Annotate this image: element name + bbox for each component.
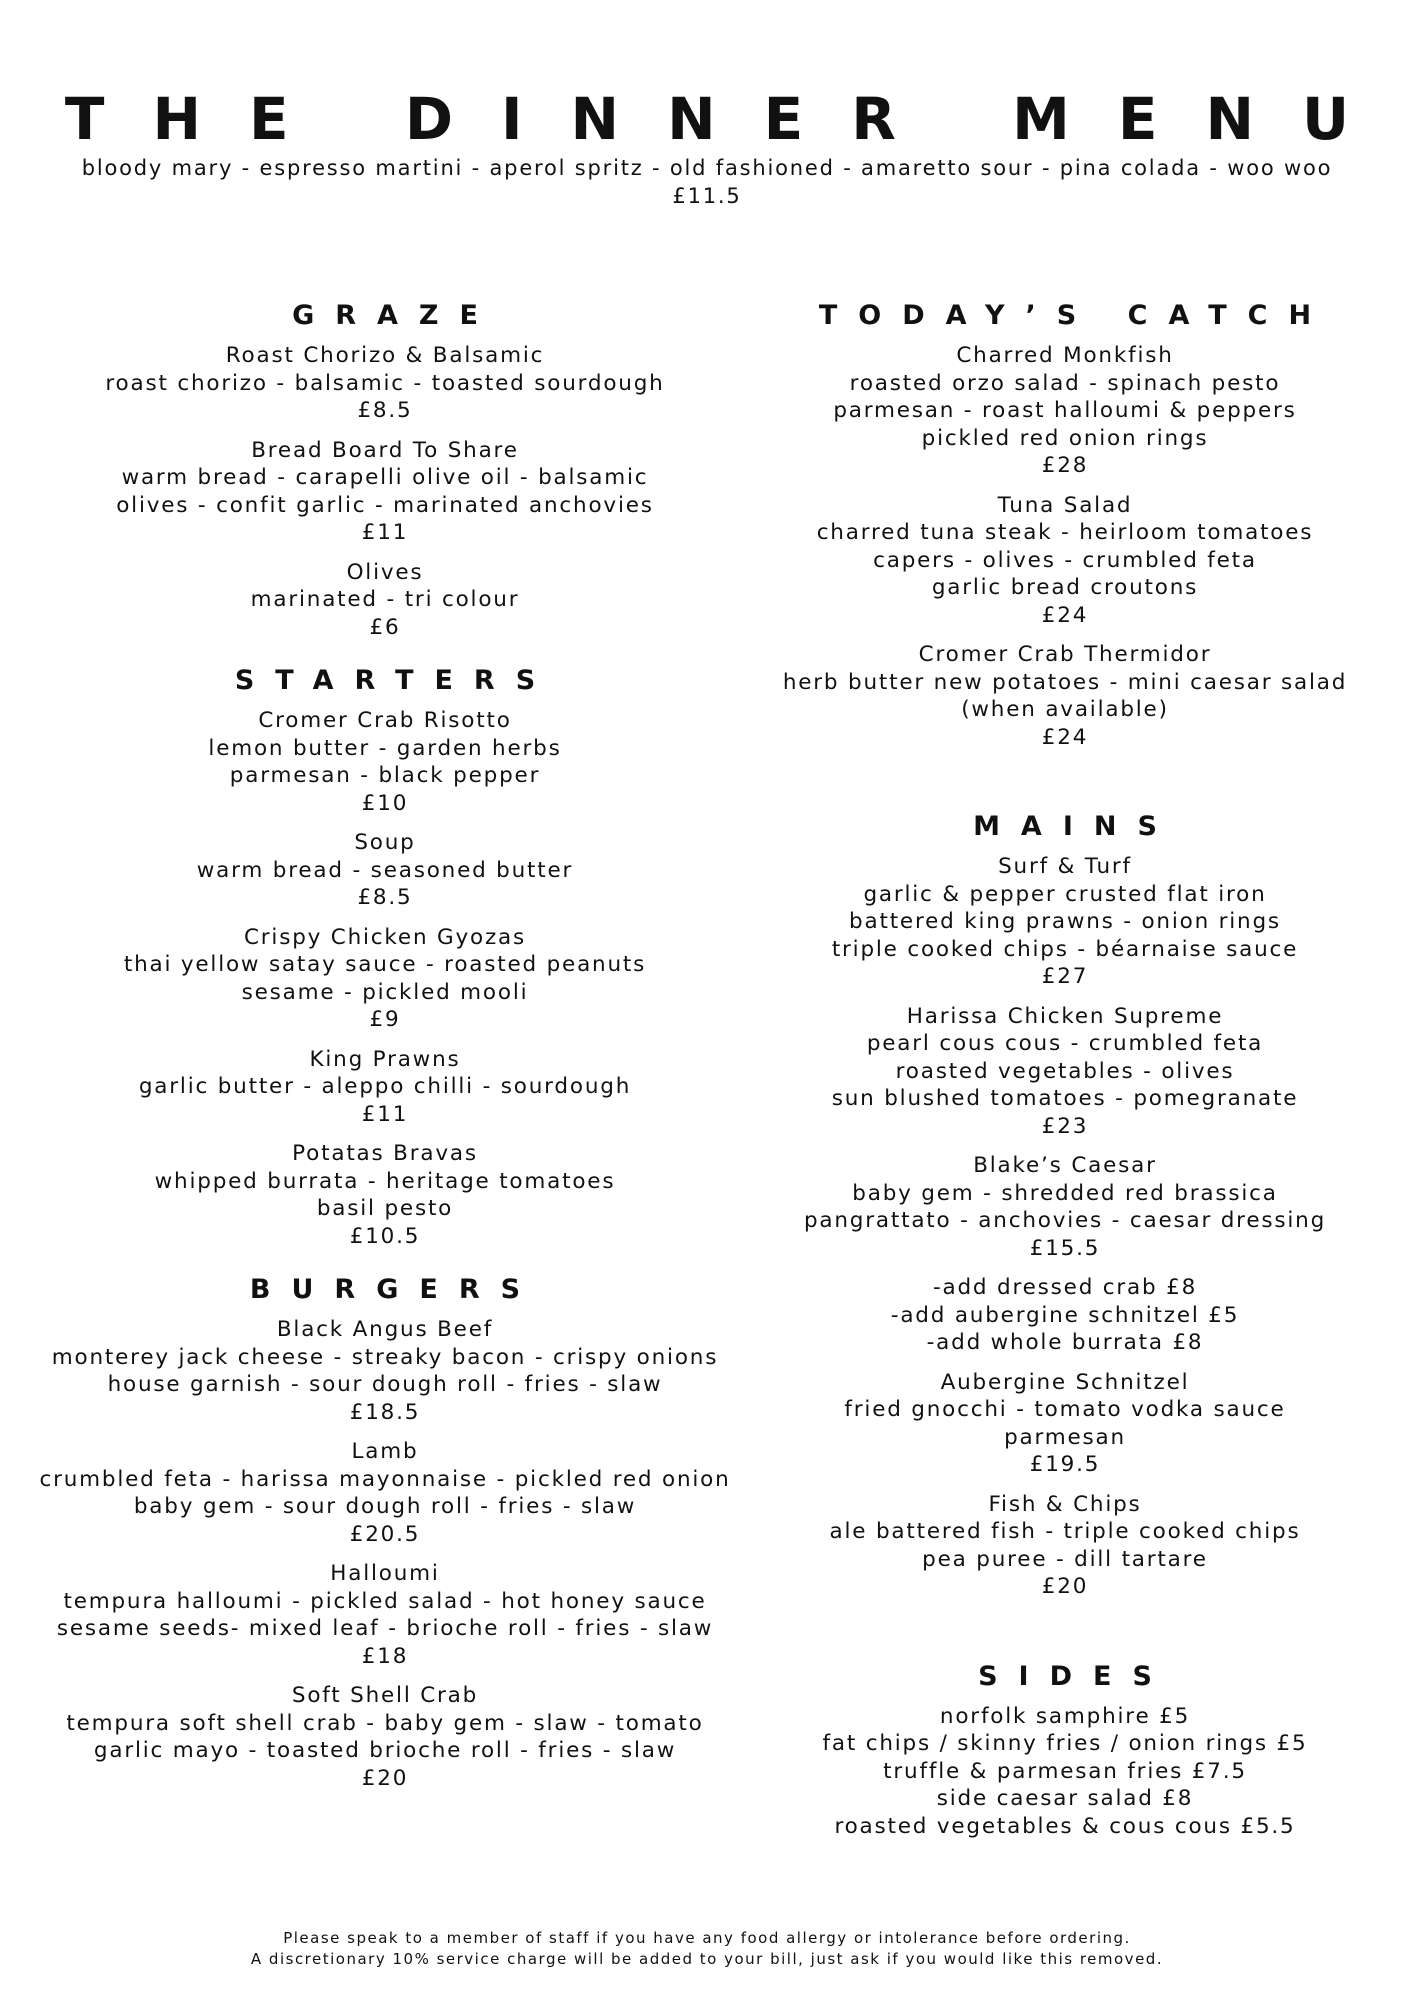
- section-title: TODAY’S CATCH: [818, 300, 1333, 331]
- item-name: Potatas Bravas: [292, 1141, 478, 1166]
- menu-item: [30, 1560, 740, 1670]
- menu-item: [30, 1046, 740, 1129]
- item-description: lemon butter - garden herbs: [208, 735, 562, 761]
- item-name: Cromer Crab Risotto: [258, 708, 512, 733]
- item-description: baby gem - shredded red brassica: [852, 1180, 1278, 1206]
- item-description: fat chips / skinny fries / onion rings £5: [822, 1731, 1308, 1756]
- section-title: MAINS: [973, 811, 1178, 842]
- item-name: Surf & Turf: [998, 854, 1132, 879]
- menu-item: [720, 1703, 1410, 1841]
- menu-item: [720, 492, 1410, 630]
- item-description: charred tuna steak - heirloom tomatoes: [816, 520, 1314, 545]
- item-description: baby gem - sour dough roll - fries - slaw: [133, 1494, 637, 1519]
- item-price: £11: [361, 520, 409, 545]
- section-title: SIDES: [978, 1660, 1173, 1692]
- section-spacer: [720, 773, 1410, 809]
- item-name: Aubergine Schnitzel: [940, 1369, 1190, 1395]
- item-description: warm bread - seasoned butter: [196, 857, 574, 883]
- item-name: Blake’s Caesar: [973, 1153, 1157, 1178]
- item-price: £20: [1041, 1574, 1089, 1599]
- footer: [0, 1928, 1414, 1970]
- item-description: truffle & parmesan fries £7.5: [883, 1758, 1247, 1784]
- menu-item: [30, 707, 740, 817]
- item-name: King Prawns: [309, 1046, 461, 1072]
- item-description: herb butter new potatoes - mini caesar salad: [782, 669, 1348, 695]
- item-description: olives - confit garlic - marinated anchovies: [116, 492, 654, 518]
- item-description: roasted vegetables & cous cous £5.5: [834, 1813, 1296, 1839]
- menu-section-mains: [720, 809, 1410, 1601]
- item-description: marinated - tri colour: [250, 587, 520, 612]
- menu-item: [720, 853, 1410, 991]
- left-column: [30, 298, 740, 1814]
- item-price: £28: [1041, 453, 1089, 478]
- item-description: triple cooked chips - béarnaise sauce: [831, 936, 1299, 962]
- item-price: £9: [369, 1007, 401, 1032]
- item-name: Tuna Salad: [997, 492, 1133, 518]
- item-price: £19.5: [1029, 1452, 1101, 1477]
- item-name: Lamb: [351, 1439, 419, 1464]
- item-description: garlic & pepper crusted flat iron: [863, 881, 1267, 907]
- item-description: crumbled feta - harissa mayonnaise - pickled red onion: [39, 1466, 731, 1492]
- cocktail-price: £11.5: [672, 184, 742, 208]
- item-description: parmesan - black pepper: [229, 763, 541, 788]
- section-spacer: [720, 1623, 1410, 1659]
- item-name: Black Angus Beef: [276, 1317, 494, 1342]
- item-description: roasted vegetables - olives: [895, 1058, 1235, 1084]
- item-name: Halloumi: [330, 1561, 440, 1586]
- item-description: roast chorizo - balsamic - toasted sourdough: [105, 370, 665, 396]
- menu-section-starters: [30, 663, 740, 1250]
- item-price: £20.5: [349, 1521, 421, 1547]
- item-description: sesame seeds- mixed leaf - brioche roll - fries - slaw: [56, 1616, 714, 1641]
- menu-item: [720, 1152, 1410, 1262]
- item-description: tempura halloumi - pickled salad - hot honey sauce: [63, 1588, 707, 1614]
- service-charge-notice: A discretionary 10% service charge will be added to your bill, just ask if you would like this removed.: [250, 1950, 1164, 1968]
- item-description: pangrattato - anchovies - caesar dressing: [803, 1208, 1327, 1233]
- item-price: £27: [1041, 964, 1089, 989]
- menu-item: [720, 1491, 1410, 1601]
- item-name: Harissa Chicken Supreme: [906, 1003, 1224, 1029]
- item-name: Charred Monkfish: [956, 343, 1174, 368]
- item-description: garlic butter - aleppo chilli - sourdough: [138, 1074, 632, 1099]
- section-title: BURGERS: [249, 1274, 542, 1305]
- section-title: GRAZE: [292, 300, 499, 331]
- item-description: (when available): [961, 697, 1169, 722]
- item-price: £11: [361, 1101, 409, 1127]
- item-description: house garnish - sour dough roll - fries - slaw: [107, 1372, 663, 1397]
- menu-item: [30, 342, 740, 425]
- menu-section-today-s-catch: [720, 298, 1410, 751]
- item-description: ale battered fish - triple cooked chips: [829, 1519, 1301, 1544]
- menu-item: [720, 1003, 1410, 1141]
- item-price: £20: [361, 1765, 409, 1791]
- item-name: Cromer Crab Thermidor: [918, 642, 1212, 667]
- item-name: Bread Board To Share: [251, 437, 519, 463]
- item-price: £6: [369, 614, 401, 640]
- item-price: £18.5: [349, 1399, 421, 1425]
- menu-title: THE DINNER MENU: [64, 85, 1398, 153]
- menu-item: [30, 1682, 740, 1792]
- item-description: garlic mayo - toasted brioche roll - fries - slaw: [93, 1738, 677, 1763]
- item-description: fried gnocchi - tomato vodka sauce: [844, 1397, 1286, 1422]
- item-description: pickled red onion rings: [921, 425, 1209, 451]
- item-description: parmesan: [1004, 1424, 1126, 1450]
- item-price: £10: [361, 790, 409, 816]
- item-name: Roast Chorizo & Balsamic: [225, 343, 545, 368]
- menu-item: [30, 1140, 740, 1250]
- item-name: Crispy Chicken Gyozas: [243, 924, 527, 950]
- menu-section-graze: [30, 298, 740, 641]
- item-description: whipped burrata - heritage tomatoes: [154, 1168, 616, 1194]
- menu-item: [30, 1316, 740, 1426]
- menu-section-sides: [720, 1659, 1410, 1841]
- item-name: Soft Shell Crab: [291, 1683, 479, 1708]
- item-description: monterey jack cheese - streaky bacon - crispy onions: [51, 1344, 719, 1370]
- section-title: STARTERS: [234, 665, 557, 696]
- item-description: sun blushed tomatoes - pomegranate: [831, 1086, 1299, 1111]
- menu-item: [720, 641, 1410, 751]
- item-description: roasted orzo salad - spinach pesto: [849, 370, 1281, 396]
- item-description: -add aubergine schnitzel £5: [890, 1302, 1240, 1328]
- item-description: pearl cous cous - crumbled feta: [866, 1031, 1264, 1056]
- item-description: side caesar salad £8: [936, 1786, 1194, 1811]
- item-price: £8.5: [357, 885, 413, 910]
- item-price: £24: [1041, 724, 1089, 750]
- item-description: warm bread - carapelli olive oil - balsamic: [121, 465, 649, 490]
- item-price: £18: [361, 1643, 409, 1669]
- item-description: capers - olives - crumbled feta: [873, 547, 1257, 573]
- menu-item: [30, 559, 740, 642]
- item-price: £15.5: [1029, 1235, 1101, 1261]
- item-name: Fish & Chips: [988, 1491, 1142, 1517]
- item-name: Olives: [346, 559, 424, 585]
- menu-item: [30, 1438, 740, 1548]
- right-column: [720, 298, 1410, 1862]
- item-name: norfolk samphire £5: [939, 1703, 1191, 1729]
- menu-section-burgers: [30, 1272, 740, 1792]
- menu-item: [30, 829, 740, 912]
- cocktail-list: [0, 154, 1414, 210]
- item-description: tempura soft shell crab - baby gem - slaw - tomato: [66, 1710, 704, 1736]
- item-description: thai yellow satay sauce - roasted peanuts: [123, 952, 647, 977]
- menu-item: [720, 342, 1410, 480]
- item-name: -add dressed crab £8: [932, 1275, 1198, 1300]
- item-price: £23: [1041, 1113, 1089, 1139]
- item-description: pea puree - dill tartare: [922, 1546, 1208, 1572]
- item-description: sesame - pickled mooli: [241, 979, 529, 1005]
- menu-item: [30, 924, 740, 1034]
- allergy-notice: Please speak to a member of staff if you have any food allergy or intolerance before ordering.: [283, 1929, 1131, 1947]
- item-description: battered king prawns - onion rings: [849, 909, 1281, 934]
- item-price: £8.5: [357, 398, 413, 423]
- item-name: Soup: [354, 830, 416, 855]
- item-description: parmesan - roast halloumi & peppers: [833, 398, 1297, 423]
- item-description: garlic bread croutons: [931, 575, 1199, 600]
- item-description: basil pesto: [316, 1196, 454, 1221]
- item-description: -add whole burrata £8: [926, 1330, 1204, 1355]
- item-price: £24: [1041, 602, 1089, 628]
- item-price: £10.5: [349, 1223, 421, 1249]
- menu-item: [720, 1274, 1410, 1357]
- menu-item: [30, 437, 740, 547]
- cocktail-names: bloody mary - espresso martini - aperol spritz - old fashioned - amaretto sour - pina colada - woo woo: [81, 156, 1333, 180]
- menu-item: [720, 1369, 1410, 1479]
